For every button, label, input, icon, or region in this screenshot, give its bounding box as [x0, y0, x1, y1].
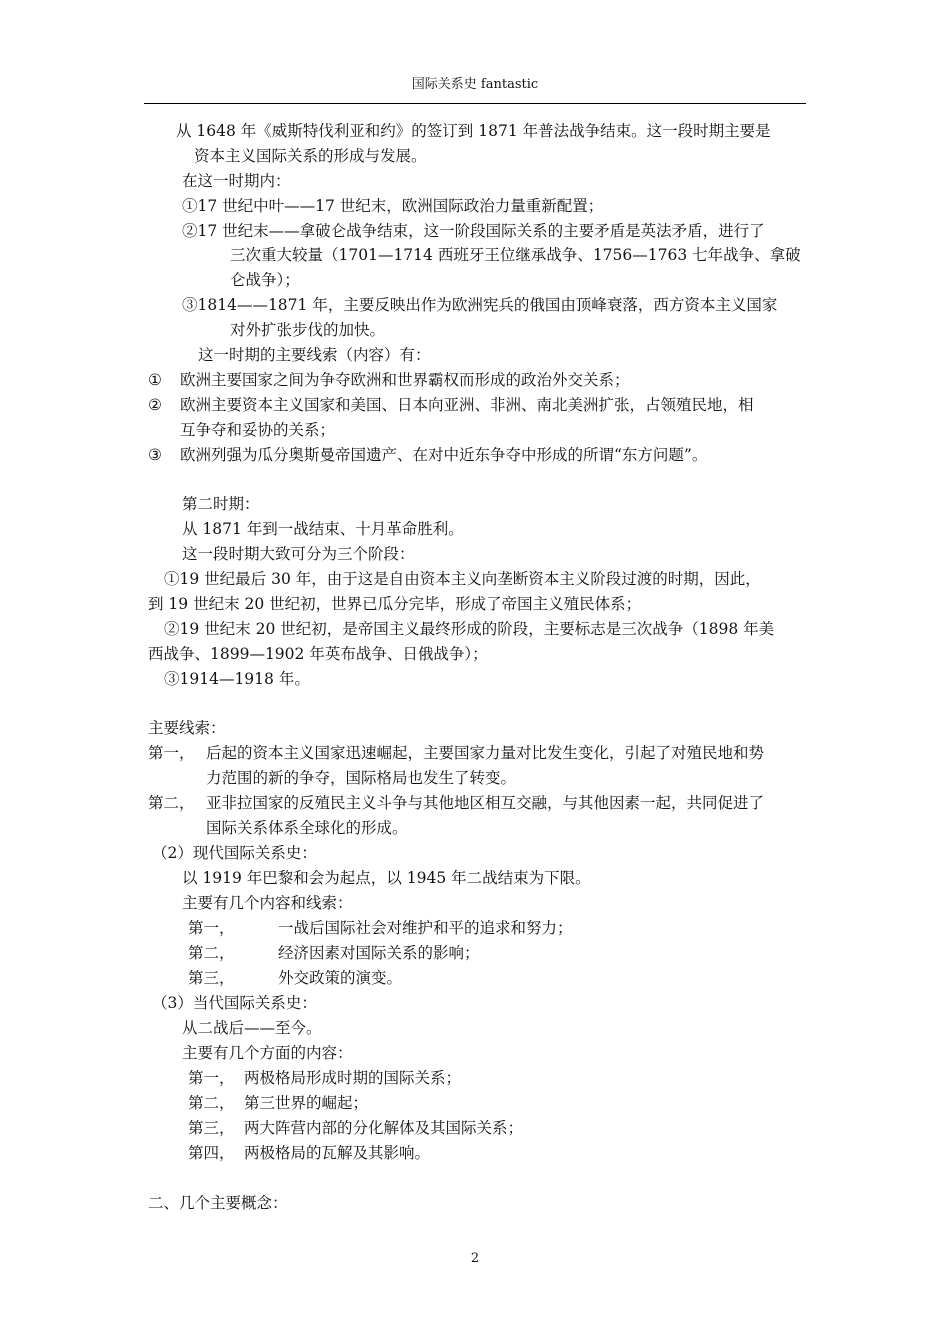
clue-marker: ③ [148, 446, 162, 464]
period2-stage2-line2: 西战争、1899—1902 年英布战争、日俄战争）； [148, 645, 488, 663]
period1-stage3-line1: ③1814——1871 年，主要反映出作为欧洲宪兵的俄国由顶峰衰落，西方资本主义国家 [182, 296, 778, 314]
contemporary-item-label: 第四， [188, 1144, 235, 1162]
contemporary-item-text: 第三世界的崛起； [244, 1094, 369, 1112]
period1-stage2-line1: ②17 世纪末——拿破仑战争结束，这一阶段国际关系的主要矛盾是英法矛盾，进行了 [182, 222, 765, 240]
period2-stages-intro: 这一段时期大致可分为三个阶段： [182, 545, 415, 563]
period1-within: 在这一时期内： [182, 172, 291, 190]
modern-item-label: 第三， [188, 969, 235, 987]
modern-item-text: 一战后国际社会对维护和平的追求和努力； [278, 919, 573, 937]
period2-title: 第二时期： [182, 495, 260, 513]
modern-item-text: 经济因素对国际关系的影响； [278, 944, 480, 962]
modern-item-text: 外交政策的演变。 [278, 969, 403, 987]
main-clue-text: 后起的资本主义国家迅速崛起，主要国家力量对比发生变化，引起了对殖民地和势 [206, 744, 765, 762]
period1-stage2-line3: 仑战争）； [230, 271, 300, 289]
clue-marker: ② [148, 396, 162, 414]
period1-intro-line2: 资本主义国际关系的形成与发展。 [194, 147, 427, 165]
period2-stage2-line1: ②19 世纪末 20 世纪初，是帝国主义最终形成的阶段，主要标志是三次战争（1898 年美 [164, 620, 775, 638]
clue-text-continued: 互争夺和妥协的关系； [180, 421, 336, 439]
contemporary-item-label: 第一， [188, 1069, 235, 1087]
main-clue-text-continued: 国际关系体系全球化的形成。 [206, 819, 408, 837]
contemporary-title: （3）当代国际关系史： [152, 994, 317, 1012]
period1-stage3-line2: 对外扩张步伐的加快。 [230, 321, 386, 339]
contemporary-item-text: 两大阵营内部的分化解体及其国际关系； [244, 1119, 524, 1137]
clue-text: 欧洲列强为瓜分奥斯曼帝国遗产、在对中近东争夺中形成的所谓“东方问题”。 [180, 446, 708, 464]
clue-text: 欧洲主要国家之间为争夺欧洲和世界霸权而形成的政治外交关系； [180, 371, 630, 389]
period2-stage3: ③1914—1918 年。 [164, 670, 310, 688]
contemporary-item-label: 第二， [188, 1094, 235, 1112]
main-clue-text-continued: 力范围的新的争夺，国际格局也发生了转变。 [206, 769, 517, 787]
section-two-title: 二、几个主要概念： [148, 1194, 288, 1212]
contemporary-item-text: 两极格局形成时期的国际关系； [244, 1069, 462, 1087]
period1-stage2-line2: 三次重大较量（1701—1714 西班牙王位继承战争、1756—1763 七年战争、拿破 [230, 246, 801, 264]
period1-stage1: ①17 世纪中叶——17 世纪末，欧洲国际政治力量重新配置； [182, 197, 604, 215]
period1-clues-title: 这一时期的主要线索（内容）有： [198, 346, 431, 364]
period2-stage1-line1: ①19 世纪最后 30 年，由于这是自由资本主义向垄断资本主义阶段过渡的时期，因此， [164, 570, 761, 588]
contemporary-range: 从二战后——至今。 [182, 1019, 322, 1037]
clue-marker: ① [148, 371, 162, 389]
period1-intro-line1: 从 1648 年《威斯特伐利亚和约》的签订到 1871 年普法战争结束。这一段时期主要是 [176, 122, 771, 140]
modern-title: （2）现代国际关系史： [152, 844, 317, 862]
period2-range: 从 1871 年到一战结束、十月革命胜利。 [182, 520, 464, 538]
page-header: 国际关系史 fantastic [411, 77, 539, 92]
contemporary-intro: 主要有几个方面的内容： [182, 1044, 353, 1062]
period2-stage1-line2: 到 19 世纪末 20 世纪初，世界已瓜分完毕，形成了帝国主义殖民体系； [148, 595, 642, 613]
header-rule [144, 103, 806, 104]
modern-item-label: 第二， [188, 944, 235, 962]
main-clue-text: 亚非拉国家的反殖民主义斗争与其他地区相互交融，与其他因素一起，共同促进了 [206, 794, 765, 812]
clue-text: 欧洲主要资本主义国家和美国、日本向亚洲、非洲、南北美洲扩张，占领殖民地，相 [180, 396, 754, 414]
main-clue-label: 第一， [148, 744, 195, 762]
modern-intro: 主要有几个内容和线索： [182, 894, 353, 912]
main-clue-label: 第二， [148, 794, 195, 812]
modern-item-label: 第一， [188, 919, 235, 937]
main-clues-title: 主要线索： [148, 719, 226, 737]
page-number: 2 [470, 1251, 480, 1266]
contemporary-item-text: 两极格局的瓦解及其影响。 [244, 1144, 431, 1162]
contemporary-item-label: 第三， [188, 1119, 235, 1137]
modern-range: 以 1919 年巴黎和会为起点，以 1945 年二战结束为下限。 [182, 869, 591, 887]
